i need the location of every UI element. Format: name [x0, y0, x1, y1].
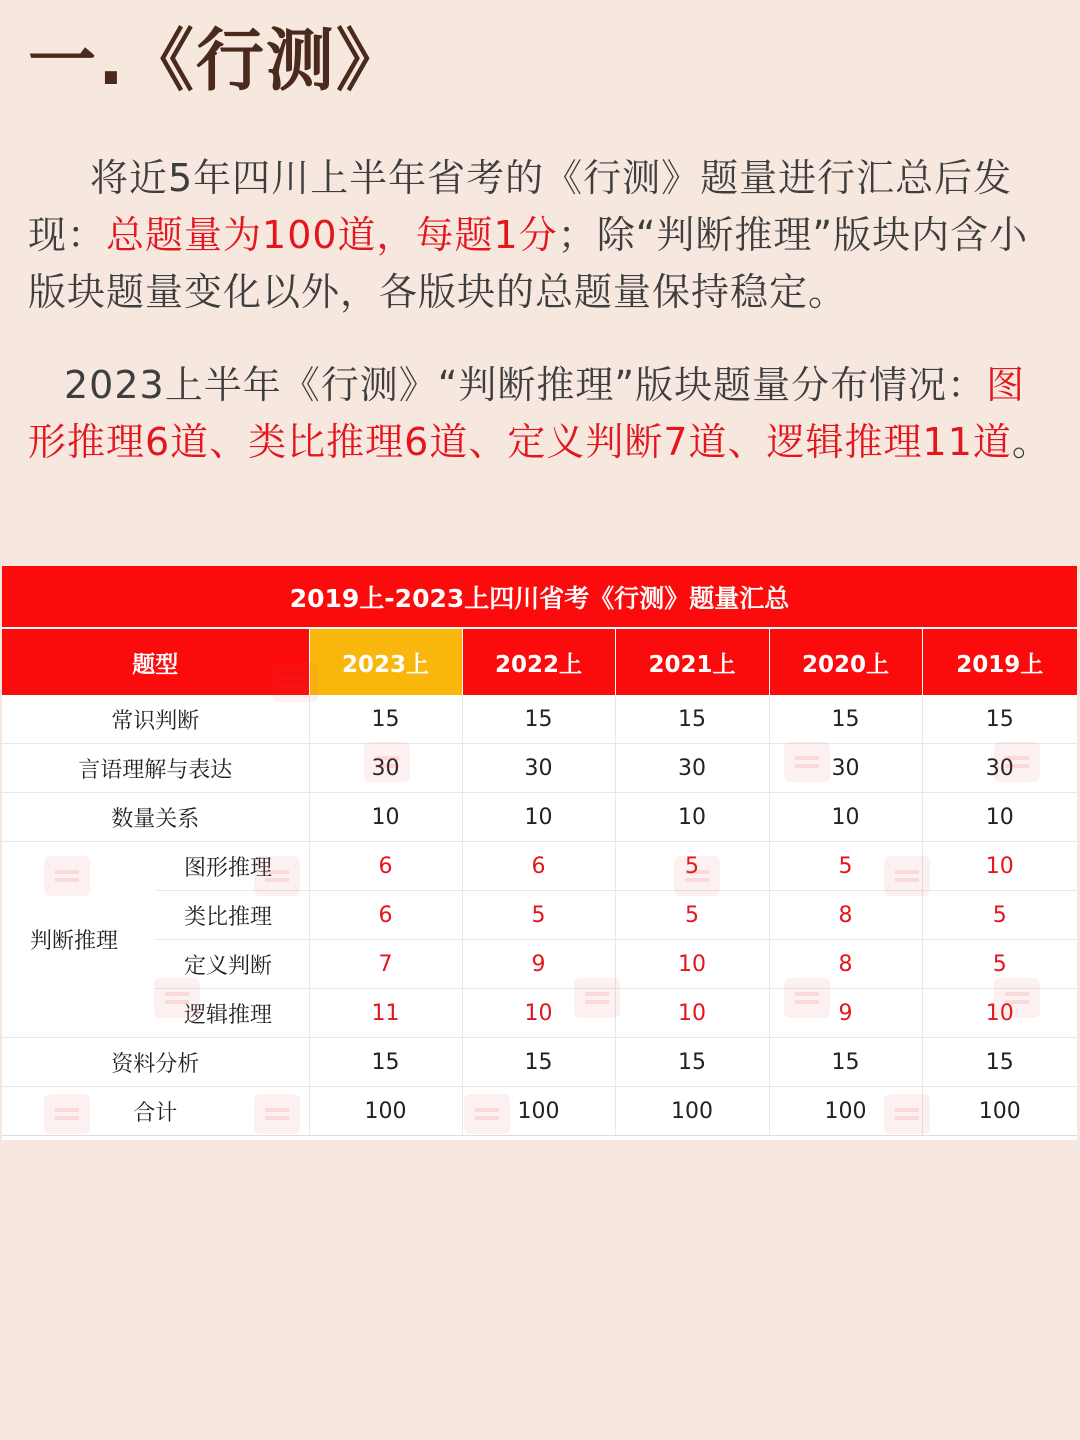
cell: 10 [309, 793, 462, 842]
cell: 100 [769, 1087, 922, 1136]
distribution-paragraph [28, 357, 1058, 471]
cell: 100 [922, 1087, 1077, 1136]
table-row [2, 842, 1077, 891]
cell: 10 [922, 793, 1077, 842]
cell: 15 [615, 695, 769, 744]
cell: 10 [462, 989, 615, 1038]
table-row [2, 940, 1077, 989]
cell: 100 [462, 1087, 615, 1136]
header-year-2019: 2019上 [922, 629, 1077, 695]
cell: 5 [922, 940, 1077, 989]
header-year-2021: 2021上 [615, 629, 769, 695]
cell: 15 [462, 695, 615, 744]
table-row [2, 793, 1077, 842]
cell: 5 [615, 842, 769, 891]
summary-table-card [2, 566, 1077, 1140]
intro-text-2: ；除“判断推理”版块内含小版块题量变化以外，各版块的总题量保持稳定。 [28, 213, 1029, 314]
intro-highlight: 总题量为100道，每题1分 [106, 213, 558, 257]
cell: 11 [309, 989, 462, 1038]
cell: 15 [922, 1038, 1077, 1087]
table-row [2, 1038, 1077, 1087]
table-row [2, 1087, 1077, 1136]
cell: 15 [309, 695, 462, 744]
intro-paragraph [28, 150, 1058, 321]
header-type: 题型 [2, 629, 309, 695]
cell: 9 [462, 940, 615, 989]
cell: 10 [922, 989, 1077, 1038]
subrow-label: 逻辑推理 [156, 989, 309, 1038]
table-row [2, 989, 1077, 1038]
table-row [2, 744, 1077, 793]
row-label: 资料分析 [2, 1038, 309, 1087]
cell: 5 [922, 891, 1077, 940]
cell: 6 [309, 891, 462, 940]
header-year-2022: 2022上 [462, 629, 615, 695]
cell: 15 [922, 695, 1077, 744]
table-title: 2019上-2023上四川省考《行测》题量汇总 [2, 566, 1077, 629]
header-year-2023: 2023上 [309, 629, 462, 695]
cell: 7 [309, 940, 462, 989]
cell: 15 [769, 1038, 922, 1087]
cell: 9 [769, 989, 922, 1038]
cell: 100 [309, 1087, 462, 1136]
cell: 6 [462, 842, 615, 891]
table-row [2, 891, 1077, 940]
cell: 30 [615, 744, 769, 793]
cell: 10 [922, 842, 1077, 891]
page-heading: 一.《行测》 [28, 22, 406, 101]
cell: 30 [769, 744, 922, 793]
intro-text-1: 将近5年四川上半年省考的《行测》题量进行汇总后发现： [28, 156, 1013, 257]
table-row [2, 695, 1077, 744]
cell: 15 [615, 1038, 769, 1087]
subrow-label: 类比推理 [156, 891, 309, 940]
cell: 30 [922, 744, 1077, 793]
cell: 15 [462, 1038, 615, 1087]
cell: 30 [462, 744, 615, 793]
cell: 10 [769, 793, 922, 842]
row-label: 言语理解与表达 [2, 744, 309, 793]
cell: 10 [615, 940, 769, 989]
cell: 15 [769, 695, 922, 744]
cell: 8 [769, 891, 922, 940]
cell: 5 [769, 842, 922, 891]
subrow-label: 图形推理 [156, 842, 309, 891]
cell: 6 [309, 842, 462, 891]
cell: 30 [309, 744, 462, 793]
distribution-highlight: 图形推理6道、类比推理6道、定义判断7道、逻辑推理11道 [28, 363, 1026, 464]
summary-table [2, 629, 1077, 1136]
header-year-2020: 2020上 [769, 629, 922, 695]
group-label: 判断推理 [2, 842, 156, 1038]
row-label: 合计 [2, 1087, 309, 1136]
distribution-lead: 2023上半年《行测》“判断推理”版块题量分布情况： [64, 363, 987, 407]
cell: 10 [615, 989, 769, 1038]
row-label: 数量关系 [2, 793, 309, 842]
table-header-row [2, 629, 1077, 695]
cell: 100 [615, 1087, 769, 1136]
cell: 8 [769, 940, 922, 989]
subrow-label: 定义判断 [156, 940, 309, 989]
distribution-end: 。 [1011, 420, 1051, 464]
cell: 5 [615, 891, 769, 940]
row-label: 常识判断 [2, 695, 309, 744]
cell: 10 [615, 793, 769, 842]
cell: 10 [462, 793, 615, 842]
cell: 5 [462, 891, 615, 940]
cell: 15 [309, 1038, 462, 1087]
